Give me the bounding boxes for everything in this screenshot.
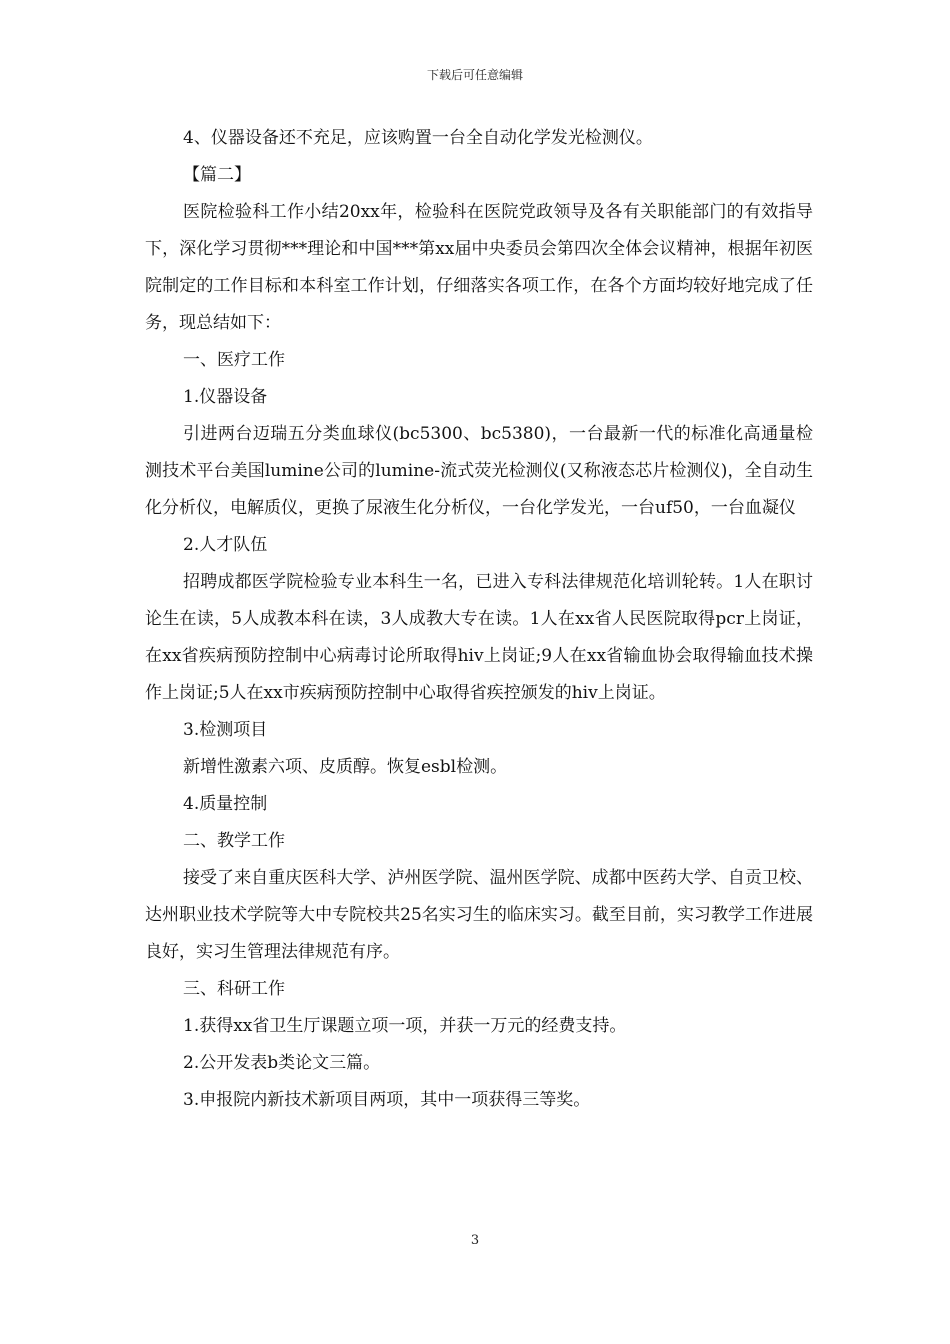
paragraph-talent: 招聘成都医学院检验专业本科生一名，已进入专科法律规范化培训轮转。1人在职讨论生在读，5人成教本科在读，3人成教大专在读。1人在xx省人民医院取得pcr上岗证，在xx省疾病预防控制中心病毒讨论所取得hiv上岗证;9人在xx省输血协会取得输血技术操作上岗证;5人在xx市疾病预防控制中心取得省疾控颁发的hiv上岗证。 — [145, 572, 813, 703]
section-heading-part-two: 【篇二】 — [183, 165, 251, 185]
page-number: 3 — [470, 1233, 480, 1248]
subheading-test-items: 3.检测项目 — [183, 720, 268, 740]
heading-medical-work: 一、医疗工作 — [183, 350, 285, 370]
paragraph-equipment: 引进两台迈瑞五分类血球仪(bc5300、bc5380)，一台最新一代的标准化高通量检测技术平台美国lumine公司的lumine-流式荧光检测仪(又称液态芯片检测仪)，全自动生化分析仪，电解质仪，更换了尿液生化分析仪，一台化学发光，一台uf50，一台血凝仪 — [145, 424, 813, 518]
paragraph-teaching: 接受了来自重庆医科大学、泸州医学院、温州医学院、成都中医药大学、自贡卫校、达州职业技术学院等大中专院校共25名实习生的临床实习。截至目前，实习教学工作进展良好，实习生管理法律规范有序。 — [145, 868, 813, 962]
document-body — [145, 120, 813, 1119]
paragraph-equipment-note: 4、仪器设备还不充足，应该购置一台全自动化学发光检测仪。 — [183, 128, 653, 148]
subheading-quality-control: 4.质量控制 — [183, 794, 268, 814]
subheading-equipment: 1.仪器设备 — [183, 387, 268, 407]
list-item-research-2: 2.公开发表b类论文三篇。 — [183, 1053, 381, 1073]
heading-teaching-work: 二、教学工作 — [183, 831, 285, 851]
list-item-research-1: 1.获得xx省卫生厅课题立项一项，并获一万元的经费支持。 — [183, 1016, 627, 1036]
paragraph-test-items: 新增性激素六项、皮质醇。恢复esbl检测。 — [183, 757, 508, 777]
list-item-research-3: 3.申报院内新技术新项目两项，其中一项获得三等奖。 — [183, 1090, 591, 1110]
page-header: 下载后可任意编辑 — [426, 68, 523, 82]
paragraph-summary-intro: 医院检验科工作小结20xx年，检验科在医院党政领导及各有关职能部门的有效指导下，深化学习贯彻***理论和中国***第xx届中央委员会第四次全体会议精神，根据年初医院制定的工作目标和本科室工作计划，仔细落实各项工作，在各个方面均较好地完成了任务，现总结如下： — [145, 202, 813, 333]
heading-research-work: 三、科研工作 — [183, 979, 285, 999]
subheading-talent: 2.人才队伍 — [183, 535, 268, 555]
